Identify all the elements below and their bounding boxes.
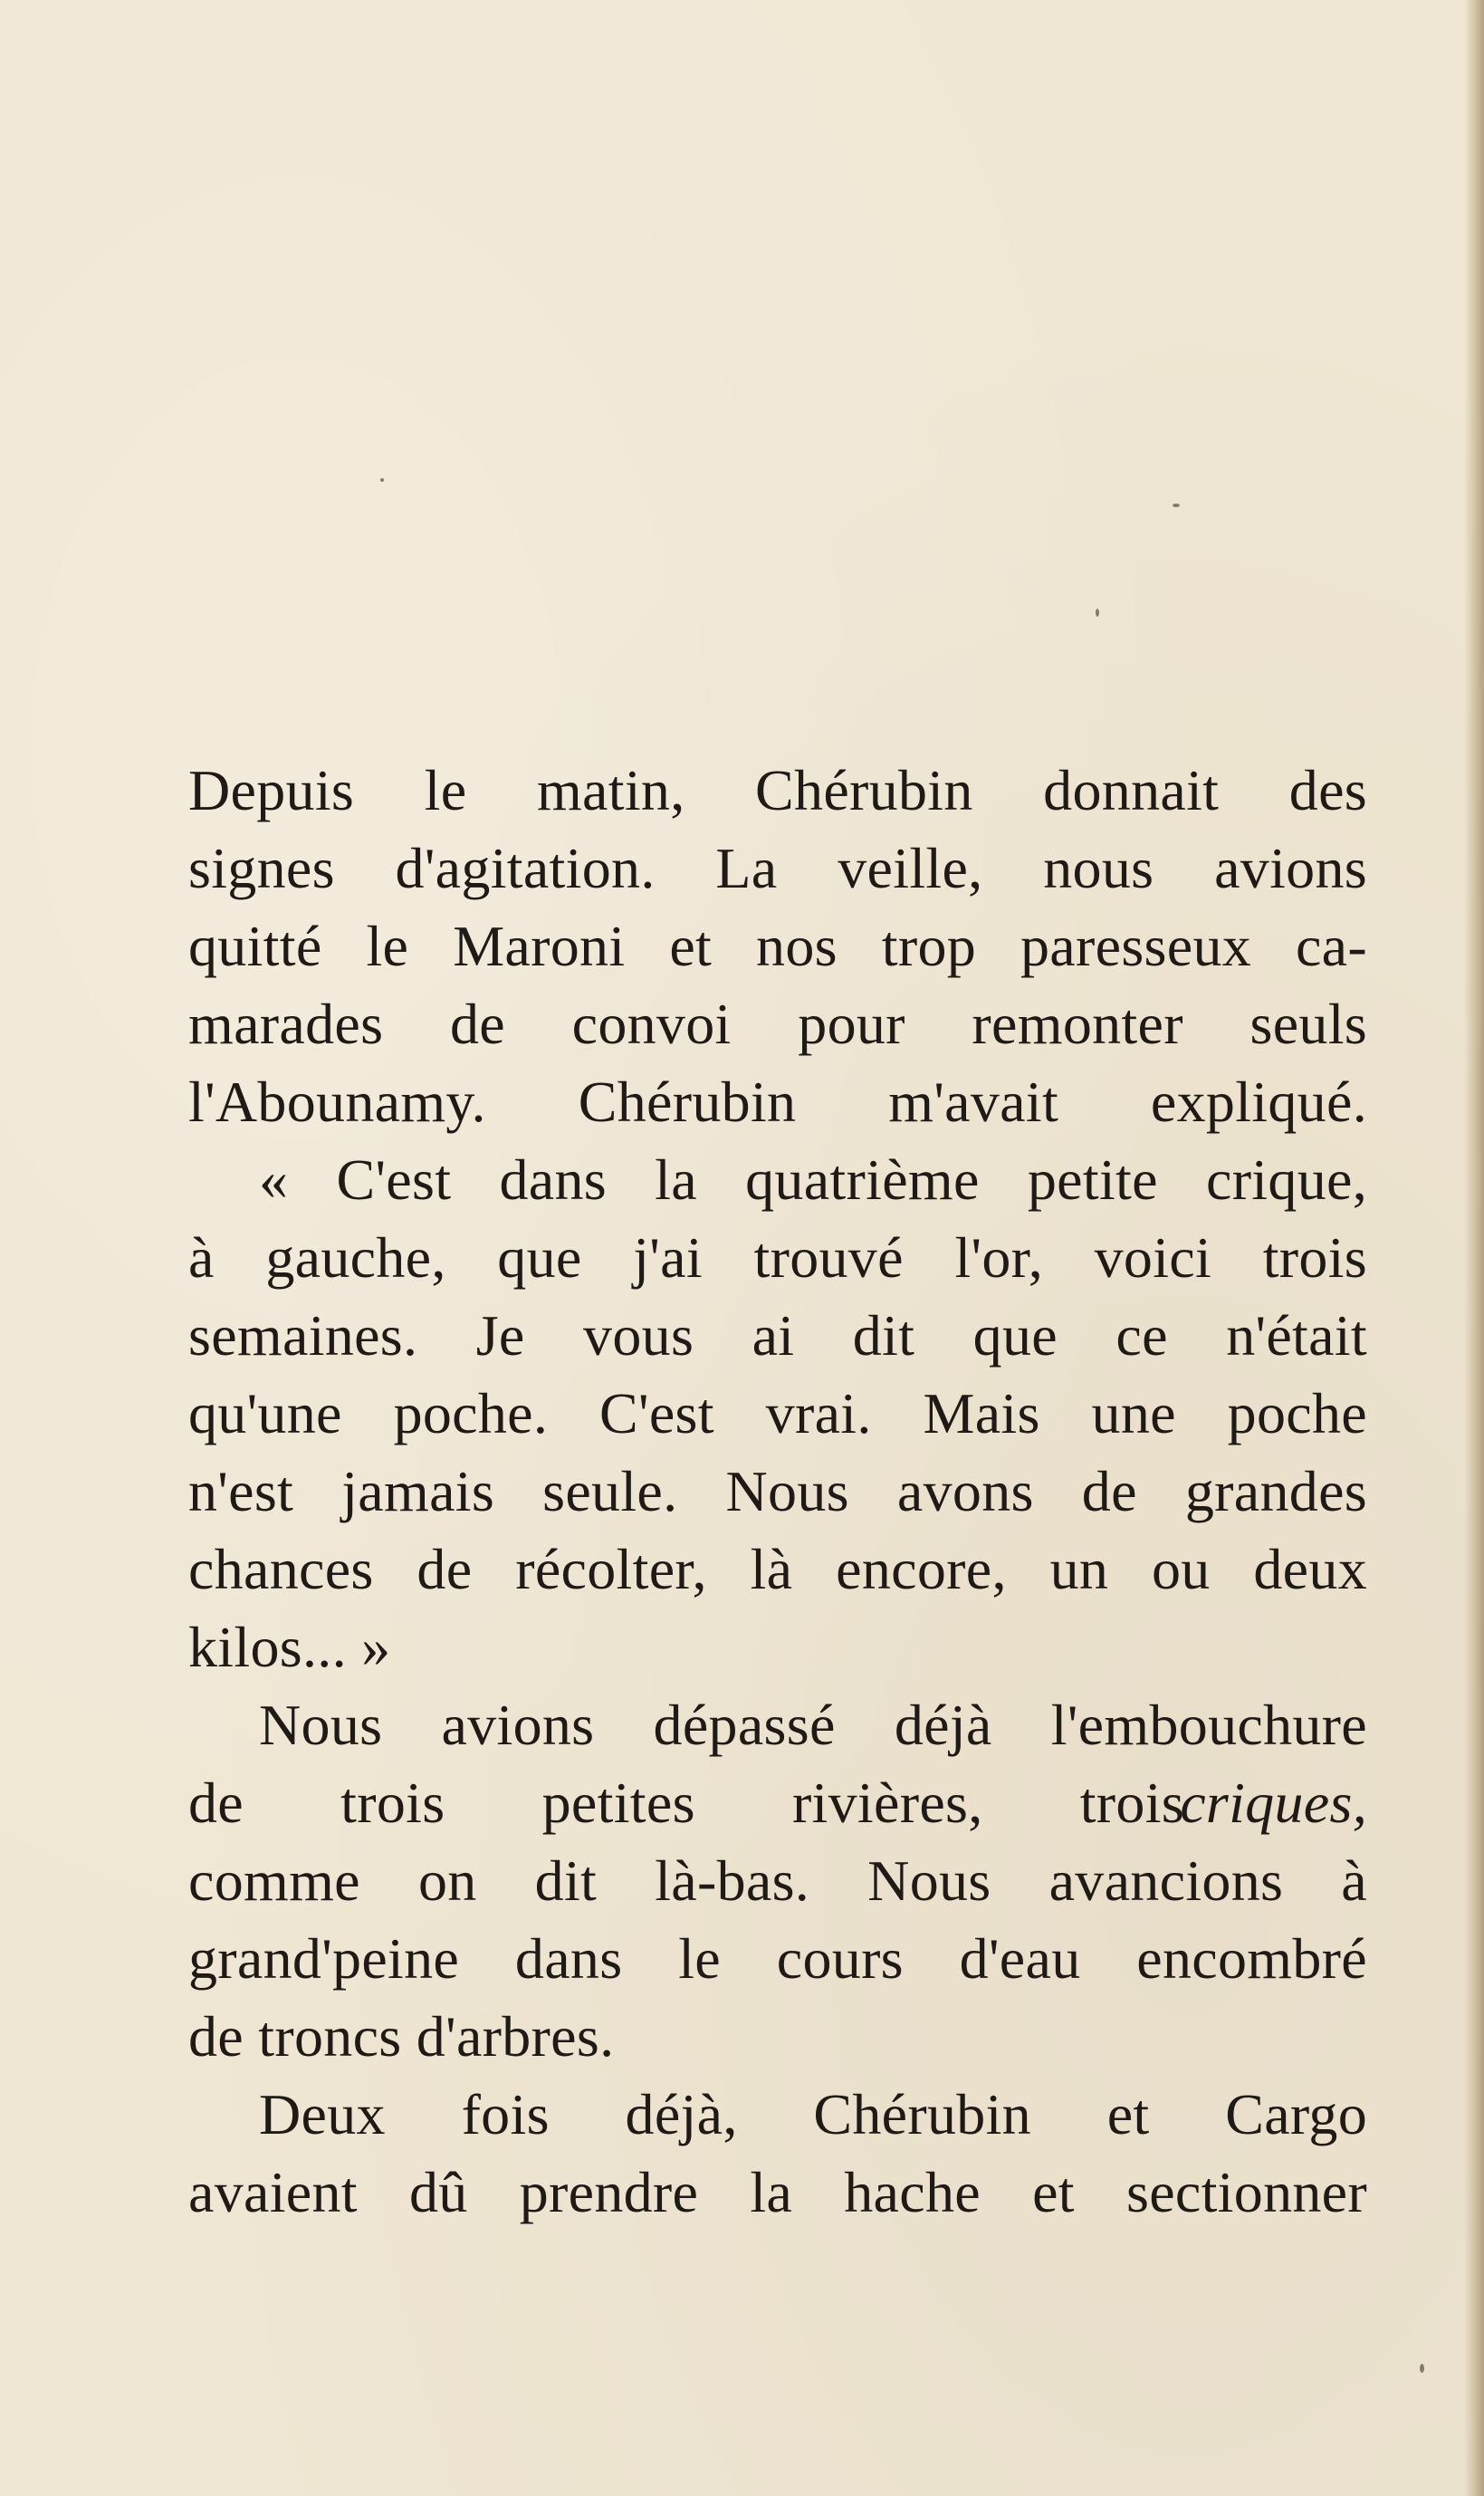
- text-line: chances de récolter, là encore, un ou deux: [188, 1537, 1367, 1601]
- text-line: n'est jamais seule. Nous avons de grandes: [188, 1459, 1367, 1523]
- text-line: grand'peine dans le cours d'eau encombré: [188, 1926, 1367, 1991]
- text-line: kilos... »: [188, 1615, 391, 1679]
- text-line: [188, 1764, 1367, 1842]
- text-line: Nous avions dépassé déjà l'embouchure: [259, 1693, 1367, 1757]
- text-line: semaines. Je vous ai dit que ce n'était: [188, 1303, 1367, 1368]
- page-edge-shadow: [1464, 0, 1484, 2496]
- paper-speck: [1096, 609, 1099, 617]
- text-line: marades de convoi pour remonter seuls: [188, 992, 1367, 1056]
- text-line: Deux fois déjà, Chérubin et Cargo: [259, 2082, 1367, 2146]
- text-line: quitté le Maroni et nos trop paresseux ca-: [188, 914, 1367, 978]
- text-line: de troncs d'arbres.: [188, 2004, 615, 2069]
- text-line: signes d'agitation. La veille, nous avions: [188, 836, 1367, 900]
- text-line: Depuis le matin, Chérubin donnait des: [188, 758, 1367, 822]
- paper-speck: [1173, 504, 1180, 507]
- text-line: avaient dû prendre la hache et sectionner: [188, 2160, 1367, 2224]
- text-line-segment: de trois petites rivières, trois: [188, 1771, 1184, 1835]
- paper-speck: [1420, 2364, 1424, 2373]
- text-line: l'Abounamy. Chérubin m'avait expliqué.: [188, 1070, 1367, 1134]
- paper-speck: [380, 478, 384, 482]
- text-line: comme on dit là-bas. Nous avancions à: [188, 1848, 1367, 1913]
- text-line: « C'est dans la quatrième petite crique,: [259, 1147, 1367, 1212]
- italic-word-criques: criques,: [1180, 1771, 1367, 1835]
- text-line: à gauche, que j'ai trouvé l'or, voici trois: [188, 1225, 1367, 1290]
- text-line: qu'une poche. C'est vrai. Mais une poche: [188, 1381, 1367, 1445]
